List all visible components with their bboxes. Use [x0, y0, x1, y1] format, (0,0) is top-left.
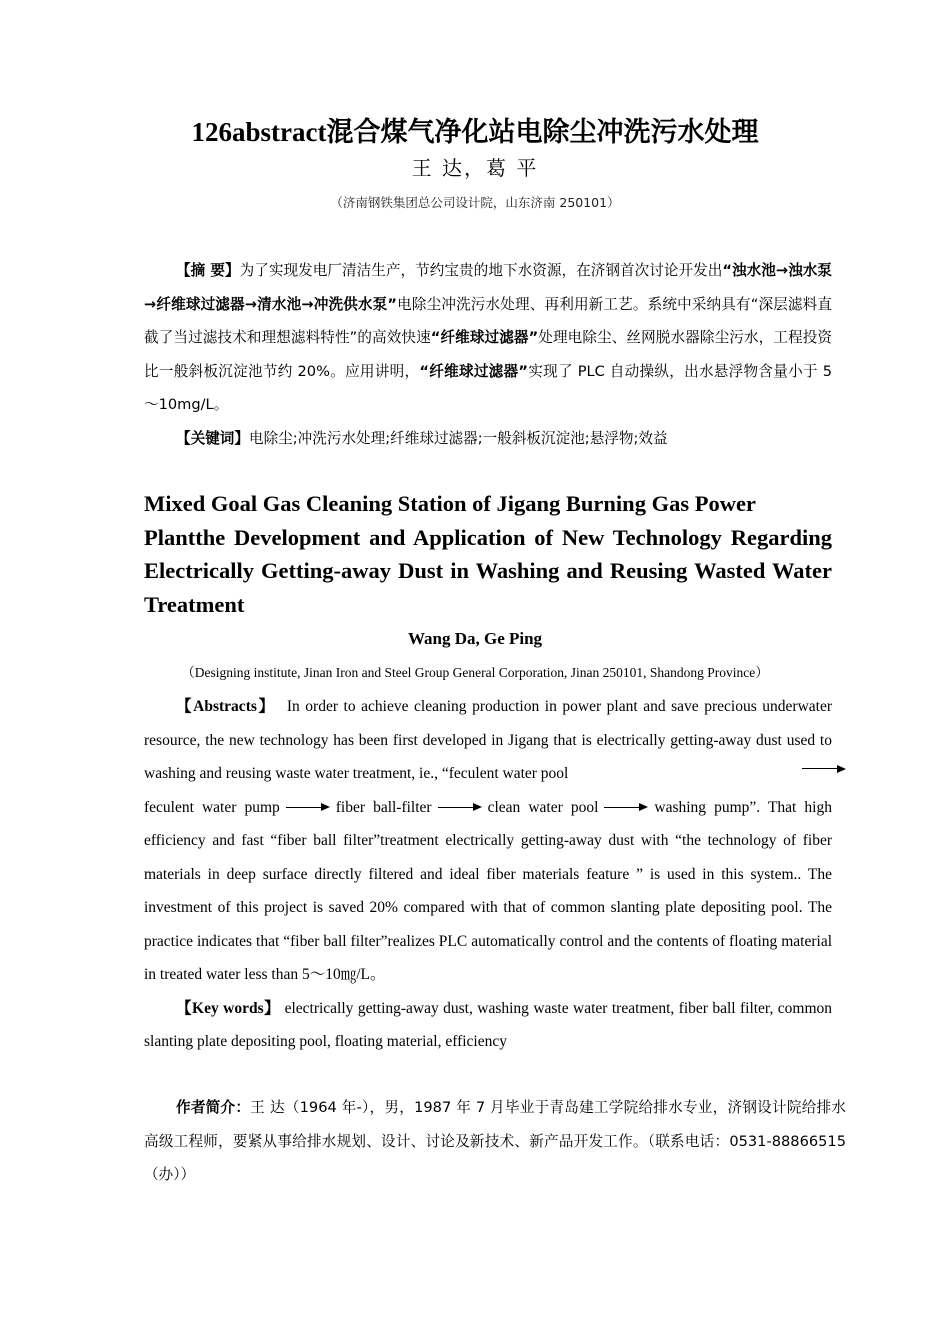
author-bio	[144, 1091, 846, 1192]
keywords-label-cn: 【关键词】	[176, 429, 249, 447]
chinese-abstract	[144, 254, 832, 455]
abstract-text-cn-1: 为了实现发电厂清洁生产，节约宝贵的地下水资源，在济钢首次讨论开发出	[239, 262, 723, 279]
arrow-icon	[438, 802, 482, 814]
abstract-label-en: 【Abstracts】	[176, 698, 276, 715]
abstract-label-cn: 【摘 要】	[176, 262, 240, 279]
process-step-feculent-water-pump: feculent water pump	[144, 798, 280, 816]
english-title-line-1: Mixed Goal Gas Cleaning Station of Jigang Burning Gas Power	[144, 491, 756, 516]
keywords-text-cn: 电除尘;冲洗污水处理;纤维球过滤器;一般斜板沉淀池;悬浮物;效益	[248, 429, 668, 447]
filter-term-cn: “纤维球过滤器”	[430, 329, 539, 346]
process-chain-cn: “浊水池→浊水泵→纤维球过滤器→清水池→冲洗供水泵”	[144, 262, 832, 313]
abstract-text-cn-3: 处理电除尘、丝网脱水器除尘污水，工程投资比一般斜板沉淀池节约 20%。应用讲明，	[144, 329, 832, 380]
abstract-text-en-1: In order to achieve cleaning production in power plant and save precious underwater resource, the new technology has been first developed in Jigang that is electrically getting-away dust used to washing and reusing waste water treatment, ie., “feculent water pool	[144, 698, 833, 782]
author-bio-text: 王 达（1964 年-），男，1987 年 7 月毕业于青岛建工学院给排水专业，济钢设计院给排水高级工程师，要紧从事给排水规划、设计、讨论及新技术、新产品开发工作。（联系电话：0531-88866515（办））	[144, 1099, 846, 1183]
english-affiliation: （Designing institute, Jinan Iron and Steel Group General Corporation, Jinan 250101, Shandong Province）	[181, 665, 769, 680]
chinese-affiliation: （济南钢铁集团总公司设计院，山东济南 250101）	[330, 195, 620, 210]
filter-term-cn-2: “纤维球过滤器”	[419, 362, 528, 380]
chinese-authors: 王 达，葛 平	[411, 156, 539, 180]
author-bio-label: 作者简介：	[176, 1099, 251, 1116]
english-authors: Wang Da, Ge Ping	[407, 629, 543, 648]
english-abstract	[144, 690, 832, 1059]
abstract-text-cn-2: 电除尘冲洗污水处理、再利用新工艺。系统中采纳具有“深层滤料直截了当过滤技术和理想滤料特性”的高效快速	[144, 295, 832, 346]
chinese-title: 126abstract混合煤气净化站电除尘冲洗污水处理	[191, 117, 759, 147]
arrow-icon	[286, 802, 330, 814]
process-step-fiber-ball-filter: fiber ball-filter	[335, 798, 432, 816]
english-title	[144, 487, 832, 621]
abstract-text-en-2: That high efficiency and fast “fiber ball filter”treatment electrically getting-away dust with “the technology of fiber materials in deep surface directly filtered and ideal fiber materials feature ” is used in this system.. The investment of this project is saved 20% compared with that of common slanting plate depositing pool. The practice indicates that “fiber ball filter”realizes PLC automatically control and the contents of floating material in treated water less than 5～10㎎/L。	[144, 798, 832, 983]
process-step-clean-water-pool: clean water pool	[487, 798, 599, 816]
keywords-label-en: 【Key words】	[176, 999, 281, 1017]
english-title-rest: Plantthe Development and Application of New Technology Regarding Electrically Getting-away Dust in Washing and Reusing Wasted Water Treatment	[144, 524, 832, 617]
keywords-text-en: electrically getting-away dust, washing waste water treatment, fiber ball filter, common slanting plate depositing pool, floating material, efficiency	[144, 999, 832, 1050]
process-step-washing-pump: washing pump”.	[654, 798, 761, 816]
abstract-text-cn-4: 实现了 PLC 自动操纵，出水悬浮物含量小于 5～10mg/L。	[144, 362, 833, 413]
arrow-icon	[604, 802, 648, 814]
